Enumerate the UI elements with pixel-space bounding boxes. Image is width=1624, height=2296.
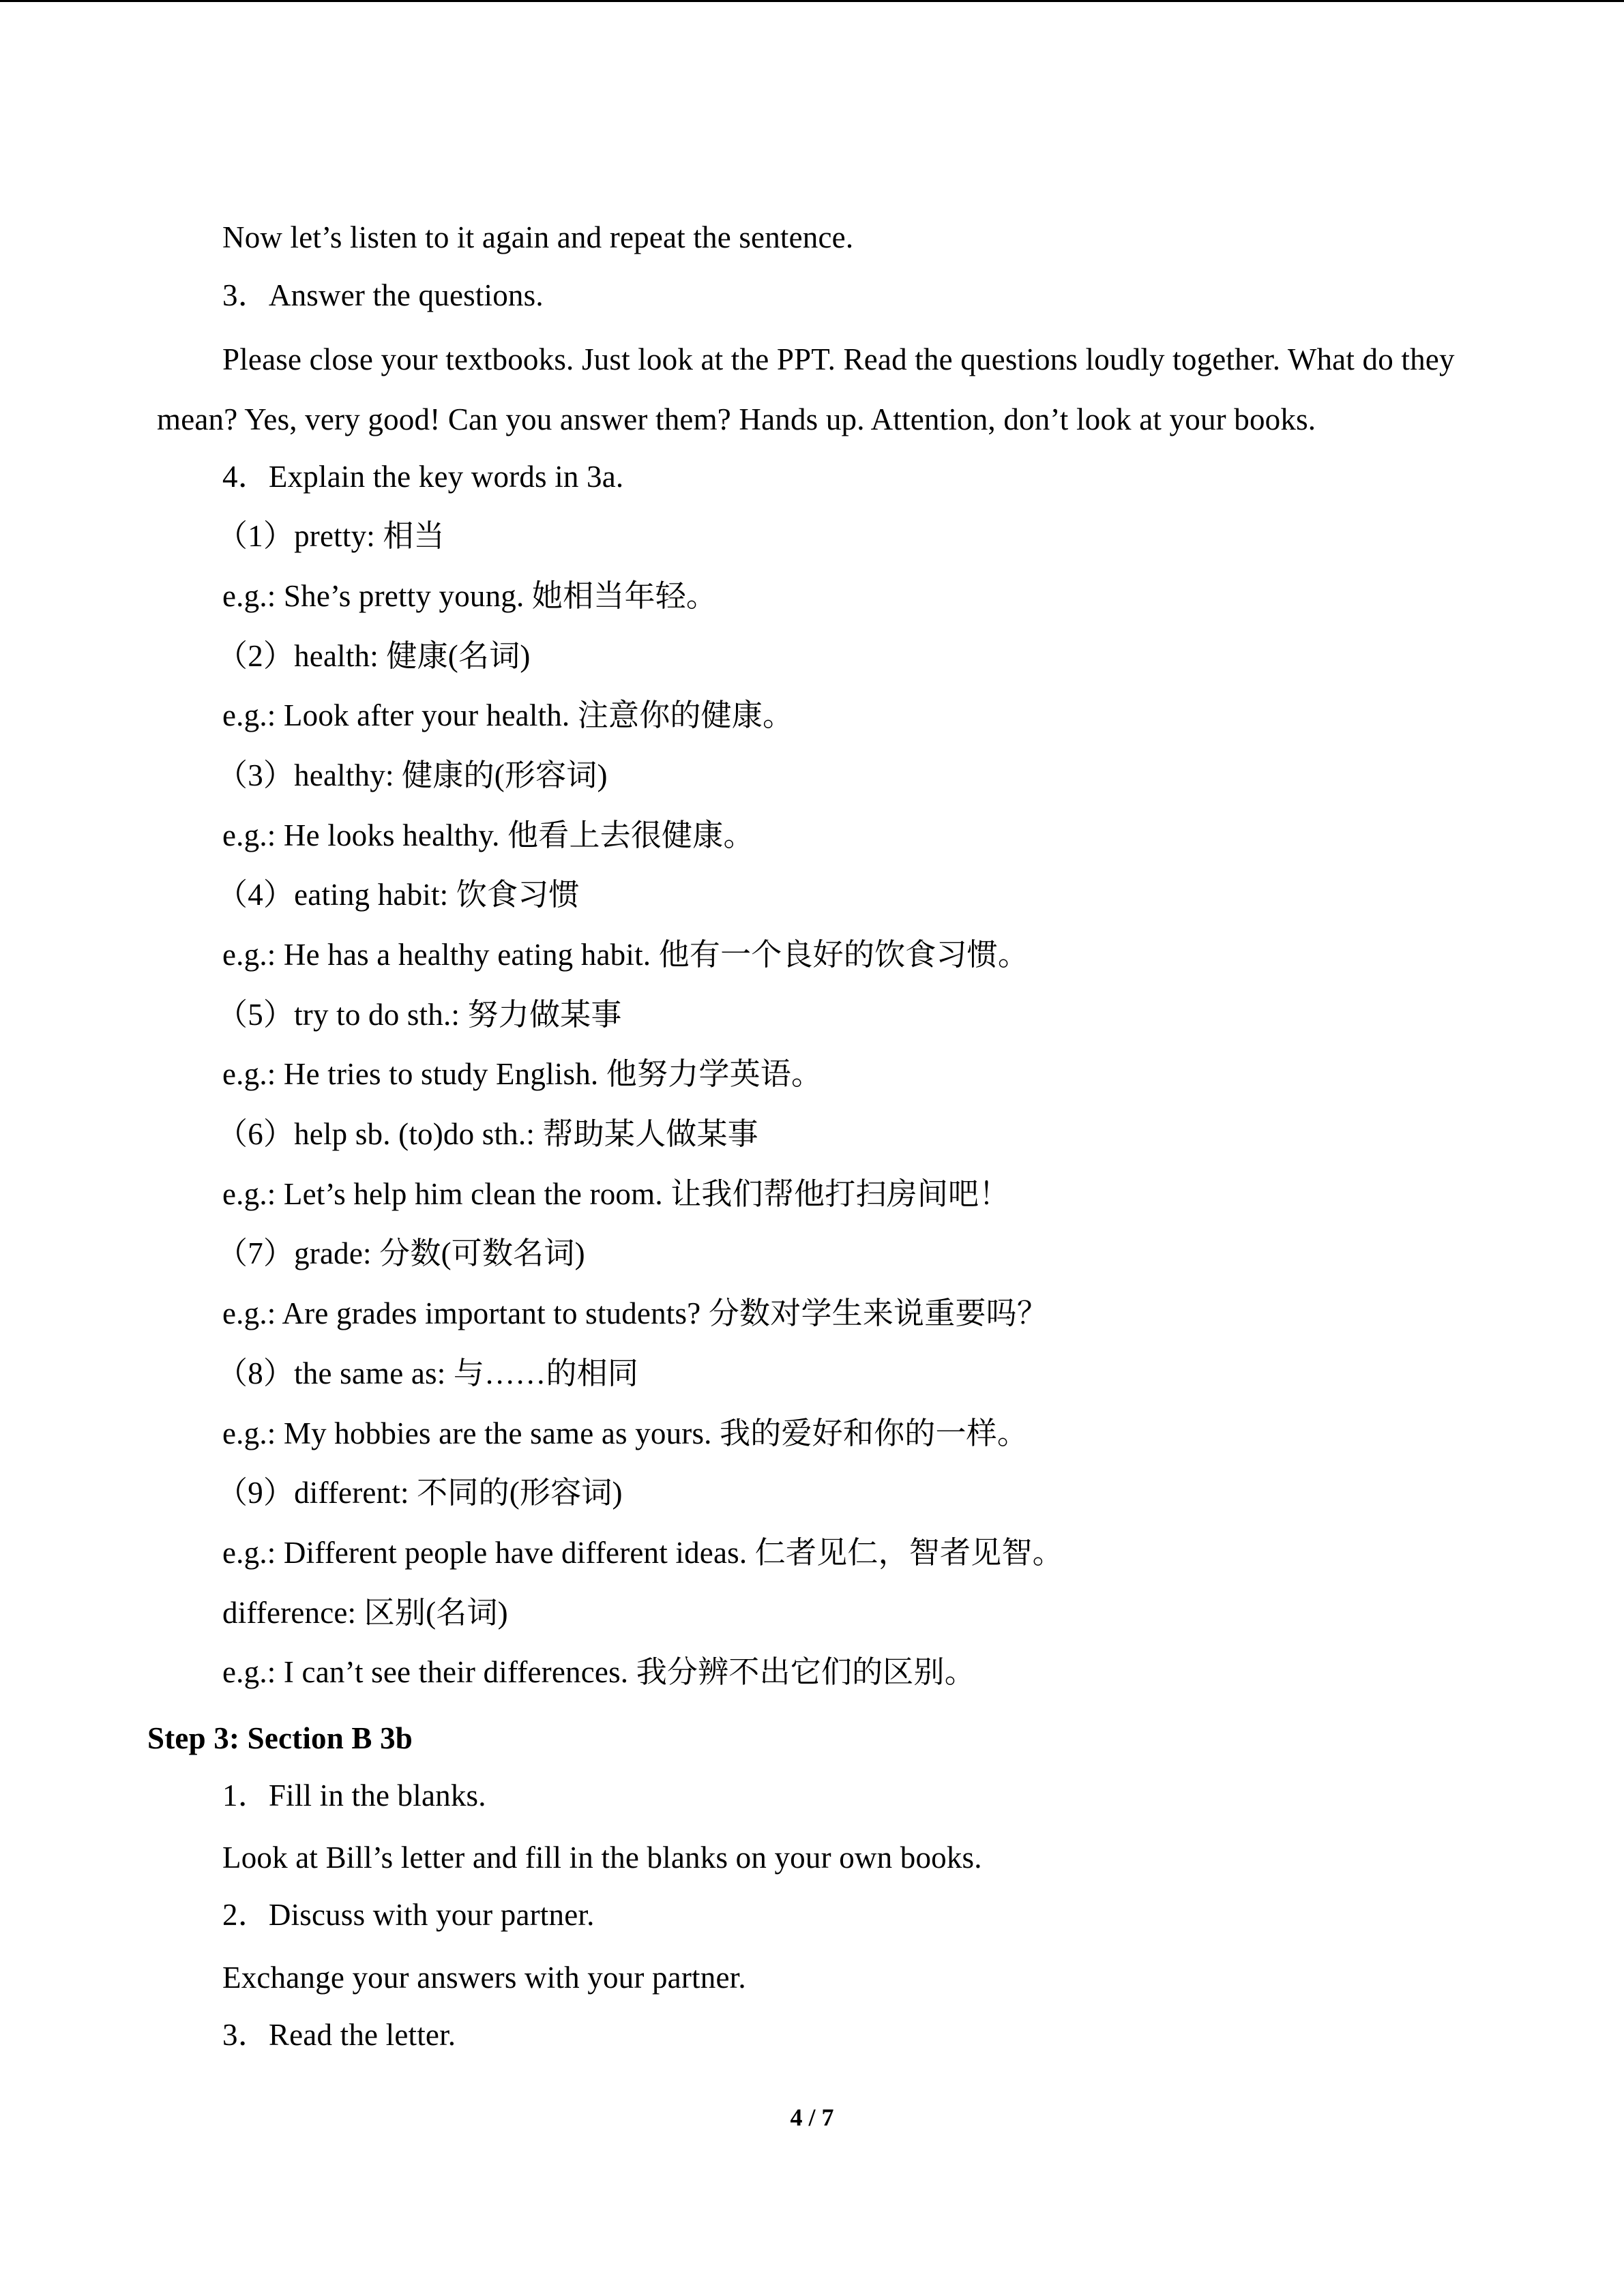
vocab-item: （9）different: 不同的(形容词) (217, 1476, 623, 1510)
example-line: e.g.: Look after your health. 注意你的健康。 (222, 698, 794, 732)
example-line: e.g.: I can’t see their differences. 我分辨不出它们的区别。 (222, 1655, 975, 1689)
page-number: 4 / 7 (790, 2104, 834, 2131)
example-line: e.g.: He looks healthy. 他看上去很健康。 (222, 818, 754, 852)
example-line: e.g.: Let’s help him clean the room. 让我们帮他打扫房间吧！ (222, 1177, 1010, 1211)
example-line: e.g.: Are grades important to students? 分数对学生来说重要吗？ (222, 1296, 1048, 1330)
vocab-item: （8）the same as: 与……的相同 (217, 1356, 639, 1390)
example-line: e.g.: She’s pretty young. 她相当年轻。 (222, 579, 718, 613)
vocab-item: （3）healthy: 健康的(形容词) (217, 758, 608, 792)
text-line: Now let’s listen to it again and repeat the sentence. (222, 220, 854, 254)
text-line: 1．Fill in the blanks. (222, 1778, 486, 1813)
vocab-item: （4）eating habit: 饮食习惯 (217, 878, 580, 912)
vocab-item: （5）try to do sth.: 努力做某事 (217, 998, 622, 1032)
paragraph: Please close your textbooks. Just look at the PPT. Read the questions loudly together. What do they mean? Yes, very good! Can you answer them? Hands up. Attention, don’t look at your books. (157, 342, 1455, 436)
example-line: e.g.: He has a healthy eating habit. 他有一个良好的饮食习惯。 (222, 938, 1029, 972)
vocab-item: difference: 区别(名词) (222, 1596, 508, 1630)
text-line: 4．Explain the key words in 3a. (222, 460, 624, 494)
text-line: Exchange your answers with your partner. (222, 1960, 746, 1995)
vocab-item: （7）grade: 分数(可数名词) (217, 1236, 585, 1270)
text-line: 3．Read the letter. (222, 2018, 456, 2052)
vocab-item: （6）help sb. (to)do sth.: 帮助某人做某事 (217, 1117, 758, 1151)
text-line: 3．Answer the questions. (222, 278, 544, 312)
vocab-item: （1）pretty: 相当 (217, 519, 445, 553)
example-line: e.g.: My hobbies are the same as yours. 我的爱好和你的一样。 (222, 1416, 1029, 1450)
example-line: e.g.: He tries to study English. 他努力学英语。 (222, 1057, 823, 1091)
example-line: e.g.: Different people have different ideas. 仁者见仁，智者见智。 (222, 1536, 1063, 1570)
text-line: 2．Discuss with your partner. (222, 1898, 595, 1932)
vocab-item: （2）health: 健康(名词) (217, 639, 531, 673)
section-heading: Step 3: Section B 3b (147, 1721, 413, 1755)
text-line: Look at Bill’s letter and fill in the blanks on your own books. (222, 1840, 982, 1875)
